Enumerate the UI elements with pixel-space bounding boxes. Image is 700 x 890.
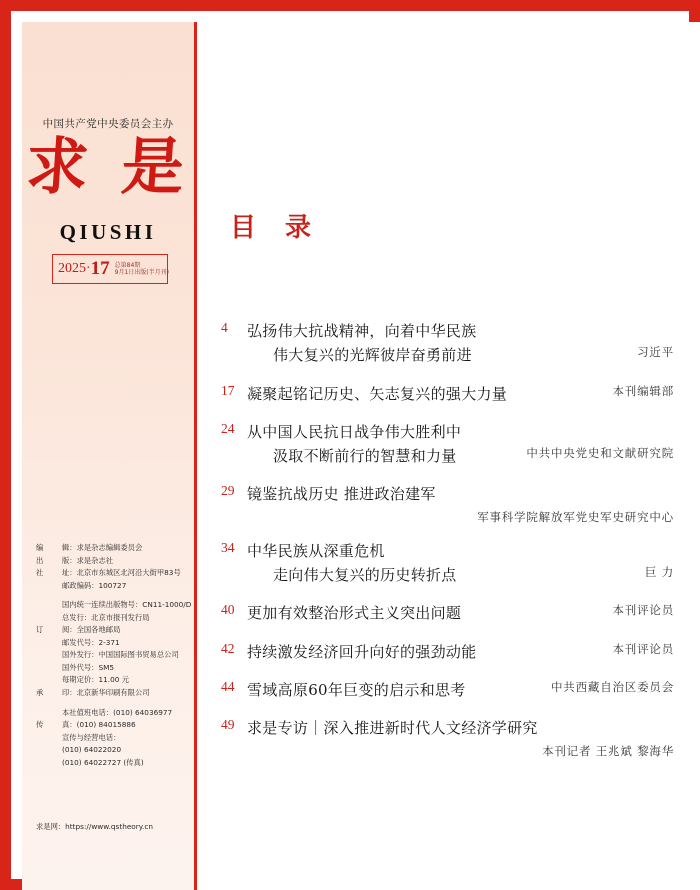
toc-entry-body: [247, 420, 674, 469]
toc-entry-title-line1: 求是专访｜深入推进新时代人文经济学研究: [247, 719, 538, 738]
colophon-group-publisher: [36, 542, 184, 592]
colophon-group-contact: [36, 707, 184, 770]
toc-entry[interactable]: [221, 716, 674, 758]
colophon-label: 订: [36, 625, 44, 635]
toc-entry-title-line1-row: [247, 601, 674, 625]
colophon-text: 辑：求是杂志编辑委员会: [62, 543, 143, 552]
colophon-text: 址：北京市东城区北河沿大街甲83号: [62, 568, 181, 578]
toc-entry-title-line1: 持续激发经济回升向好的强劲动能: [247, 642, 477, 661]
toc-entry-body: [247, 319, 674, 368]
toc-entry-author: 本刊编辑部: [612, 383, 674, 398]
colophon: [36, 542, 192, 776]
toc-page-number[interactable]: 44: [221, 678, 235, 694]
colophon-row: [36, 542, 184, 555]
toc-entry-author: 中共中央党史和文献研究院: [526, 446, 674, 461]
colophon-row: [36, 555, 184, 568]
colophon-row: [36, 757, 184, 770]
toc-page-number[interactable]: 29: [221, 483, 235, 499]
issue-note-line2: 9月1日出版(半月刊): [114, 269, 169, 276]
colophon-row: [36, 624, 184, 637]
toc-entry-title-line2-row: [247, 563, 674, 587]
toc-entry-author: 军事科学院解放军党史军史研究中心: [477, 509, 674, 524]
toc-entry-title-line1: 凝聚起铭记历史、矢志复兴的强大力量: [247, 384, 508, 403]
toc-entry-author: 本刊记者 王兆斌 黎海华: [542, 743, 674, 758]
toc-page-number[interactable]: 4: [221, 320, 228, 335]
toc-entry-title-line1-row: [247, 640, 674, 664]
toc-entry-author: 本刊评论员: [612, 641, 674, 656]
masthead-column: [22, 22, 197, 890]
toc-entry-body: [247, 482, 674, 524]
toc-column: [197, 22, 700, 890]
colophon-text: 国外代号：SM5: [62, 662, 115, 672]
toc-entry-body: [247, 539, 674, 588]
toc-entry[interactable]: [221, 601, 674, 625]
toc-list: [221, 319, 674, 773]
toc-page-number[interactable]: 17: [221, 382, 235, 398]
toc-entry-author: 本刊评论员: [612, 603, 674, 618]
toc-entry-title-line2: 伟大复兴的光辉彼岸奋勇前进: [273, 346, 472, 365]
colophon-text: 印：北京新华印刷有限公司: [62, 688, 150, 698]
toc-entry-title-line2-row: [247, 343, 674, 367]
toc-entry-title-line2: 走向伟大复兴的历史转折点: [273, 566, 457, 585]
colophon-row: [36, 649, 184, 662]
colophon-text: 宣传与经营电话：: [62, 732, 121, 742]
colophon-row: [36, 662, 184, 675]
colophon-text: 邮政编码：100727: [62, 580, 127, 590]
toc-entry-author: 习近平: [637, 345, 674, 360]
colophon-row: [36, 637, 184, 650]
toc-title: 目 录: [230, 213, 322, 243]
sponsor-line: 中国共产党中央委员会主办: [42, 118, 174, 130]
colophon-label: 传: [36, 720, 44, 730]
colophon-row: [36, 744, 184, 757]
toc-entry-title-line1: 从中国人民抗日战争伟大胜利中: [247, 422, 462, 441]
toc-entry-title-line1-row: [247, 678, 674, 702]
toc-entry[interactable]: [221, 319, 674, 368]
colophon-row: [36, 719, 184, 732]
toc-entry-title-line1: 中华民族从深重危机: [247, 541, 385, 560]
colophon-text: 国外发行：中国国际图书贸易总公司: [62, 650, 179, 660]
magazine-logo-chinese: 求 是: [23, 130, 193, 203]
toc-entry-title-line2-row: [247, 444, 674, 468]
colophon-text: 每期定价：11.00 元: [62, 675, 129, 685]
magazine-logo-english: QIUSHI: [59, 220, 157, 244]
website-line: 求是网：https://www.qstheory.cn: [36, 822, 154, 831]
toc-entry[interactable]: [221, 678, 674, 702]
toc-entry-title-line1: 弘扬伟大抗战精神，向着中华民族: [247, 322, 477, 340]
colophon-row: [36, 599, 192, 612]
toc-page-number[interactable]: 42: [221, 640, 235, 656]
colophon-group-distribution: [36, 599, 192, 699]
colophon-row: [36, 674, 184, 687]
toc-entry-body: [247, 678, 674, 702]
colophon-text: 版：求是杂志社: [62, 555, 114, 565]
colophon-row: [36, 612, 184, 625]
toc-entry[interactable]: [221, 482, 674, 524]
issue-year: 2025: [58, 261, 86, 276]
colophon-text: 阅：全国各地邮局: [62, 625, 121, 635]
toc-entry-title-line1-row: [247, 382, 674, 406]
colophon-label: 出: [36, 555, 44, 565]
toc-entry-author: 巨 力: [644, 565, 674, 580]
colophon-label: 承: [36, 688, 44, 698]
toc-entry-title-line1: 镜鉴抗战历史 推进政治建军: [247, 485, 436, 504]
toc-entry-body: [247, 716, 674, 758]
colophon-text: 总发行：北京市报刊发行局: [62, 612, 150, 622]
toc-entry-body: [247, 601, 674, 625]
colophon-text: (010) 64022020: [62, 745, 122, 755]
colophon-row: [36, 580, 184, 593]
colophon-text: 国内统一连续出版物号：CN11-1000/D: [62, 600, 192, 610]
colophon-text: 真：(010) 84015886: [62, 720, 136, 730]
toc-entry-body: [247, 640, 674, 664]
issue-note: [115, 262, 169, 277]
issue-note-line1: 总第84期: [114, 261, 141, 269]
colophon-row: [36, 707, 184, 720]
toc-entry-title-line1: 更加有效整治形式主义突出问题: [247, 604, 462, 623]
toc-page-number[interactable]: 24: [221, 420, 235, 436]
toc-entry-author: 中共西藏自治区委员会: [551, 679, 674, 694]
colophon-label: 编: [36, 543, 44, 552]
toc-entry[interactable]: [221, 382, 674, 406]
page-inner: [22, 22, 700, 890]
colophon-row: [36, 732, 184, 745]
toc-entry-title-line2: 汲取不断前行的智慧和力量: [273, 447, 457, 466]
toc-entry[interactable]: [221, 640, 674, 664]
colophon-label: 社: [36, 568, 44, 578]
issue-dot: ·: [86, 261, 91, 276]
issue-number: 17: [90, 258, 110, 279]
colophon-text: 本社值班电话：(010) 64036977: [62, 707, 173, 717]
toc-page-number[interactable]: 49: [221, 717, 235, 733]
toc-entry[interactable]: [221, 539, 674, 588]
colophon-row: [36, 567, 184, 580]
colophon-row: [36, 687, 184, 700]
colophon-text: 邮发代号：2-371: [62, 637, 120, 647]
colophon-text: (010) 64022727 (传真): [62, 757, 144, 767]
toc-entry-title-line1: 雪域高原60年巨变的启示和思考: [247, 680, 466, 699]
toc-page-number[interactable]: 40: [221, 602, 235, 618]
toc-entry[interactable]: [221, 420, 674, 469]
toc-page-number[interactable]: 34: [221, 539, 235, 555]
issue-badge: [52, 254, 168, 284]
toc-entry-body: [247, 382, 674, 406]
